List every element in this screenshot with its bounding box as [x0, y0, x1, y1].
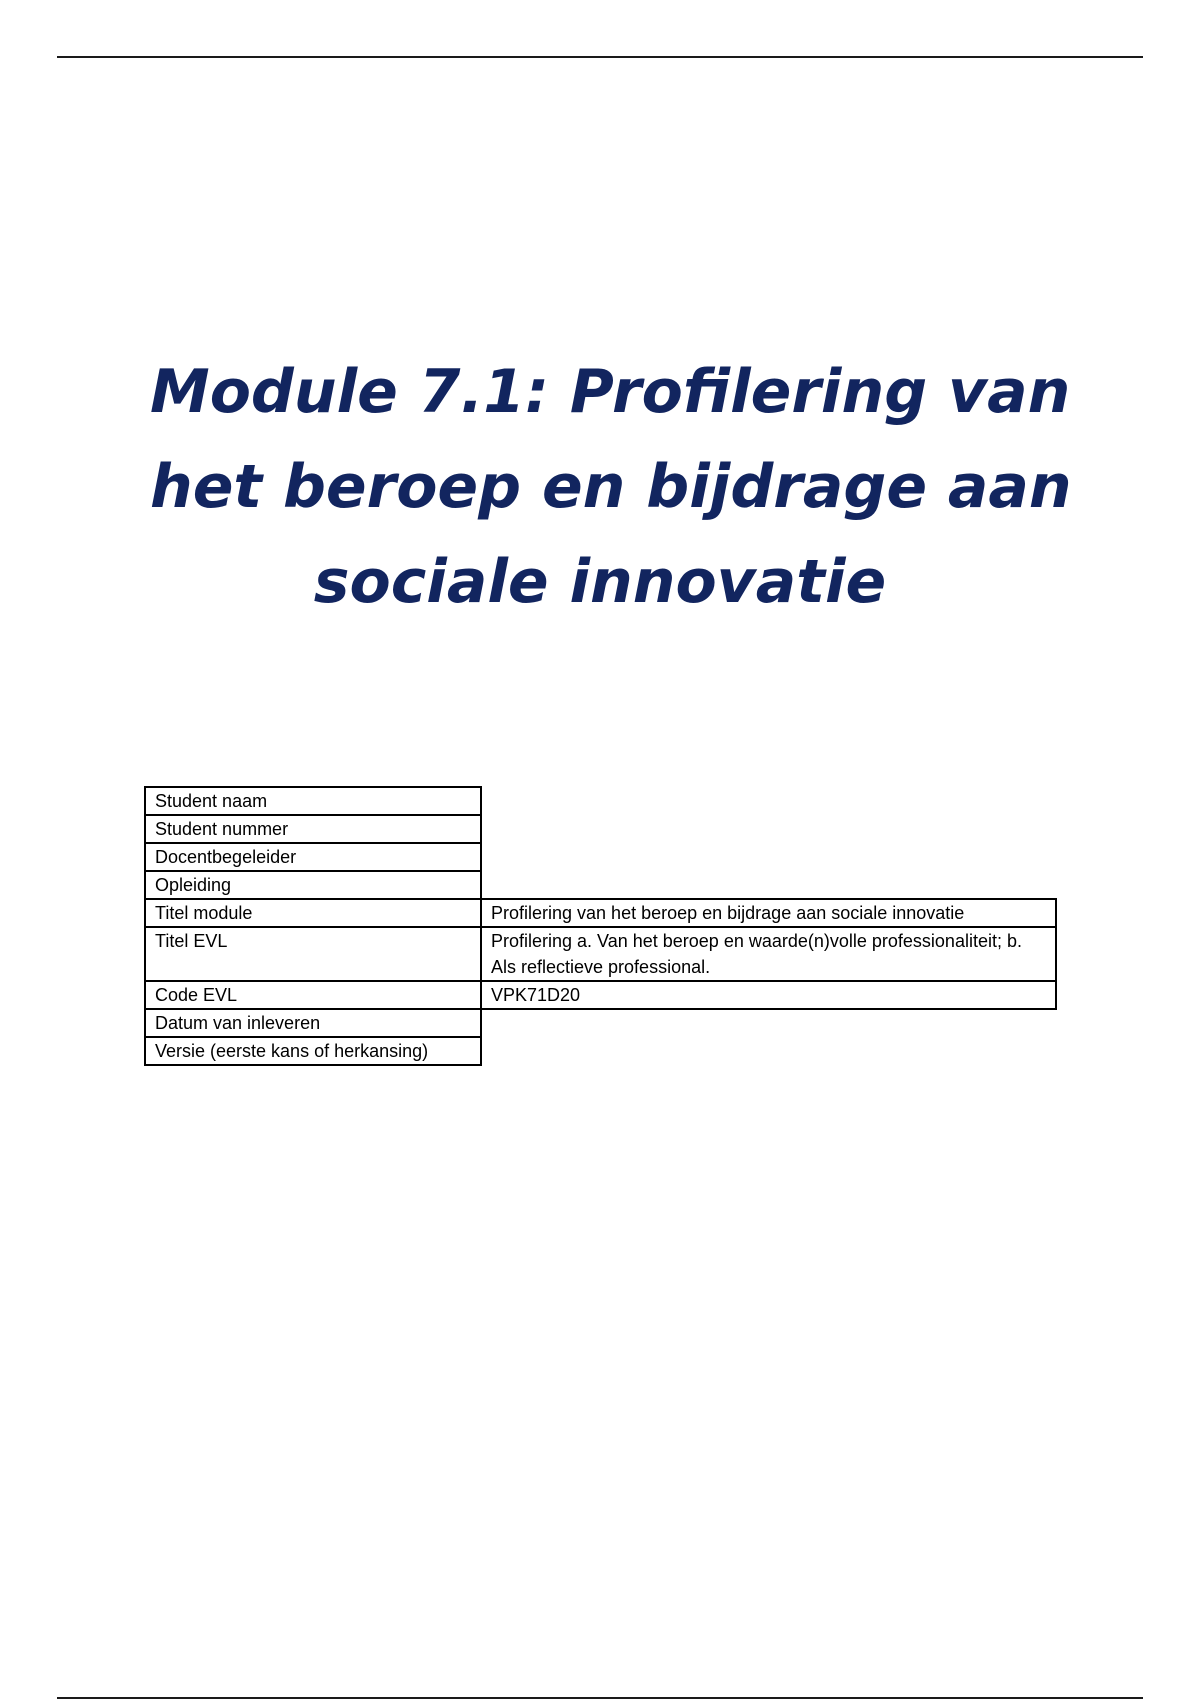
row-label-datum-van-inleveren: Datum van inleveren — [145, 1009, 481, 1037]
row-value-student-nummer — [481, 815, 1056, 843]
row-label-docentbegeleider: Docentbegeleider — [145, 843, 481, 871]
row-label-code-evl: Code EVL — [145, 981, 481, 1009]
row-label-titel-module: Titel module — [145, 899, 481, 927]
title-line-1: Module 7.1: Profilering van — [150, 357, 1071, 427]
row-value-titel-module: Profilering van het beroep en bijdrage aan sociale innovatie — [481, 899, 1056, 927]
footer-rule — [57, 1697, 1143, 1699]
title-line-2: het beroep en bijdrage aan — [150, 452, 1072, 522]
table-row — [145, 1009, 1056, 1037]
row-label-opleiding: Opleiding — [145, 871, 481, 899]
table-row — [145, 899, 1056, 927]
row-value-opleiding — [481, 871, 1056, 899]
table-row — [145, 871, 1056, 899]
row-value-code-evl: VPK71D20 — [481, 981, 1056, 1009]
table-row — [145, 843, 1056, 871]
table-row — [145, 927, 1056, 981]
header-rule — [57, 56, 1143, 58]
table-row — [145, 787, 1056, 815]
row-value-student-naam — [481, 787, 1056, 815]
row-label-student-nummer: Student nummer — [145, 815, 481, 843]
row-value-docentbegeleider — [481, 843, 1056, 871]
row-value-titel-evl: Profilering a. Van het beroep en waarde(n)volle professionaliteit; b. Als reflectieve professional. — [481, 927, 1056, 981]
row-label-versie: Versie (eerste kans of herkansing) — [145, 1037, 481, 1065]
table-row — [145, 981, 1056, 1009]
table-row — [145, 1037, 1056, 1065]
row-value-versie — [481, 1037, 1056, 1065]
title-line-3: sociale innovatie — [313, 547, 887, 617]
row-value-datum-van-inleveren — [481, 1009, 1056, 1037]
row-label-student-naam: Student naam — [145, 787, 481, 815]
row-label-titel-evl: Titel EVL — [145, 927, 481, 981]
document-title — [150, 345, 1072, 630]
student-info-table — [144, 786, 1057, 1066]
table-row — [145, 815, 1056, 843]
